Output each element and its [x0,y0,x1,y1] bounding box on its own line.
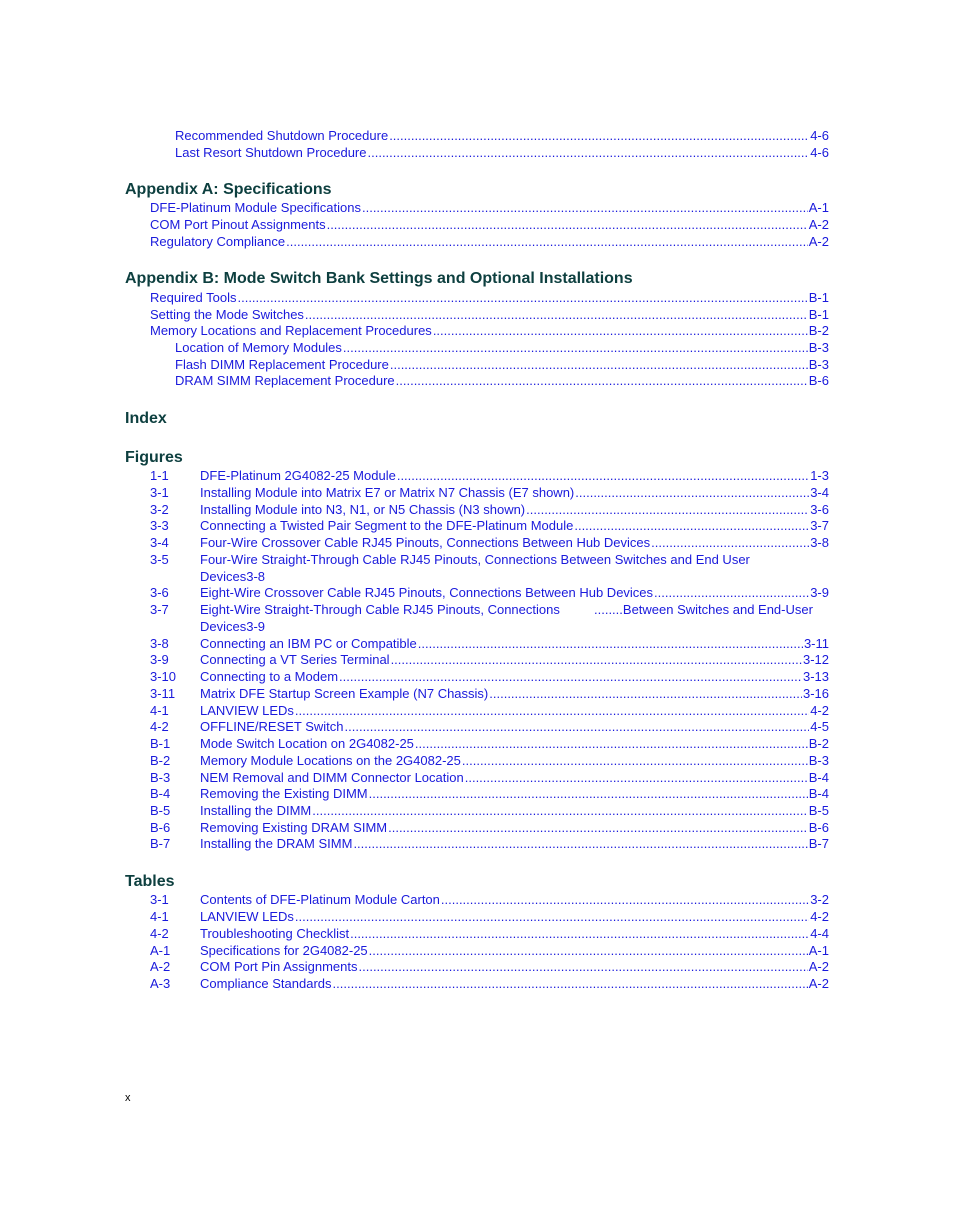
figure-entry[interactable]: Matrix DFE Startup Screen Example (N7 Chassis) ..... 3-16 [200,685,829,702]
figure-number: B-5 [150,803,171,818]
toc-subentry[interactable]: Location of Memory Modules ..... B-3 [175,339,829,356]
page-number: x [125,1092,131,1104]
table-entry[interactable]: Specifications for 2G4082-25 ..... A-1 [200,942,829,959]
figure-number: 3-4 [150,535,169,550]
figure-entry[interactable]: Connecting a VT Series Terminal ..... 3-12 [200,651,829,668]
tables-heading: Tables [125,873,175,890]
figure-number: B-1 [150,736,171,751]
toc-entry[interactable]: Recommended Shutdown Procedure ..... 4-6 [175,127,829,144]
figure-entry[interactable]: LANVIEW LEDs ..... 4-2 [200,702,829,719]
figure-entry[interactable]: Eight-Wire Straight-Through Cable RJ45 Pinouts, Connections [200,602,560,617]
toc-entry[interactable]: Required Tools ..... B-1 [150,289,829,306]
figure-entry[interactable]: Connecting a Twisted Pair Segment to the DFE-Platinum Module ..... 3-7 [200,517,829,534]
figure-number: 4-2 [150,719,169,734]
figure-entry[interactable]: Installing Module into N3, N1, or N5 Chassis (N3 shown) ..... 3-6 [200,501,829,518]
figure-number: B-6 [150,820,171,835]
figure-entry[interactable]: OFFLINE/RESET Switch ..... 4-5 [200,718,829,735]
table-number: 4-1 [150,909,169,924]
table-entry[interactable]: Troubleshooting Checklist ..... 4-4 [200,925,829,942]
toc-entry[interactable]: COM Port Pinout Assignments ..... A-2 [150,216,829,233]
figure-number: 3-10 [150,669,177,684]
toc-entry[interactable]: Memory Locations and Replacement Procedures ..... B-2 [150,322,829,339]
toc-entry[interactable]: Last Resort Shutdown Procedure ..... 4-6 [175,144,829,161]
figure-entry[interactable]: DFE-Platinum 2G4082-25 Module ..... 1-3 [200,467,829,484]
table-number: A-3 [150,976,171,991]
figure-entry-continued[interactable]: Devices3-9 [200,619,266,634]
figure-number: 3-2 [150,502,169,517]
figure-number: B-2 [150,753,171,768]
figure-entry[interactable]: Installing the DRAM SIMM ..... B-7 [200,835,829,852]
table-entry[interactable]: LANVIEW LEDs ..... 4-2 [200,908,829,925]
figure-entry[interactable]: Memory Module Locations on the 2G4082-25 ..... B-3 [200,752,829,769]
figure-number: 3-7 [150,602,169,617]
figure-entry-continued[interactable]: Devices3-8 [200,569,266,584]
toc-subentry[interactable]: Flash DIMM Replacement Procedure ..... B-3 [175,356,829,373]
figure-number: 1-1 [150,468,169,483]
figure-entry[interactable]: Removing the Existing DIMM ..... B-4 [200,785,829,802]
table-number: 3-1 [150,892,169,907]
figure-number: B-7 [150,836,171,851]
figure-entry[interactable]: NEM Removal and DIMM Connector Location ..... B-4 [200,769,829,786]
figures-heading: Figures [125,449,183,466]
figure-number: 3-11 [150,686,176,701]
table-entry[interactable]: COM Port Pin Assignments ..... A-2 [200,958,829,975]
figure-entry[interactable]: Four-Wire Crossover Cable RJ45 Pinouts, Connections Between Hub Devices ..... 3-8 [200,534,829,551]
toc-subentry[interactable]: DRAM SIMM Replacement Procedure ..... B-6 [175,372,829,389]
figure-number: 3-6 [150,585,169,600]
toc-entry[interactable]: Regulatory Compliance ..... A-2 [150,233,829,250]
toc-entry[interactable]: Setting the Mode Switches ..... B-1 [150,306,829,323]
figure-number: 4-1 [150,703,169,718]
table-number: A-2 [150,959,171,974]
figure-number: 3-5 [150,552,169,567]
figure-entry[interactable]: Connecting to a Modem ..... 3-13 [200,668,829,685]
figure-number: 3-9 [150,652,169,667]
figure-number: 3-3 [150,518,169,533]
figure-number: B-4 [150,786,171,801]
appendix-b-heading: Appendix B: Mode Switch Bank Settings and Optional Installations [125,270,633,287]
figure-number: 3-1 [150,485,169,500]
table-entry[interactable]: Contents of DFE-Platinum Module Carton ..... 3-2 [200,891,829,908]
figure-entry[interactable]: Eight-Wire Crossover Cable RJ45 Pinouts, Connections Between Hub Devices ..... 3-9 [200,584,829,601]
index-heading: Index [125,410,167,427]
figure-entry[interactable]: Installing the DIMM ..... B-5 [200,802,829,819]
figure-entry-tail[interactable]: ........Between Switches and End-User [594,602,813,617]
figure-entry[interactable]: Connecting an IBM PC or Compatible ..... 3-11 [200,635,829,652]
figure-entry[interactable]: Installing Module into Matrix E7 or Matrix N7 Chassis (E7 shown) ..... 3-4 [200,484,829,501]
toc-entry[interactable]: DFE-Platinum Module Specifications ..... A-1 [150,199,829,216]
figure-entry[interactable]: Mode Switch Location on 2G4082-25 ..... B-2 [200,735,829,752]
figure-entry[interactable]: Removing Existing DRAM SIMM ..... B-6 [200,819,829,836]
table-entry[interactable]: Compliance Standards ..... A-2 [200,975,829,992]
figure-entry[interactable]: Four-Wire Straight-Through Cable RJ45 Pinouts, Connections Between Switches and End User [200,552,750,567]
table-number: A-1 [150,943,171,958]
table-number: 4-2 [150,926,169,941]
appendix-a-heading: Appendix A: Specifications [125,181,332,198]
figure-number: 3-8 [150,636,169,651]
figure-number: B-3 [150,770,171,785]
